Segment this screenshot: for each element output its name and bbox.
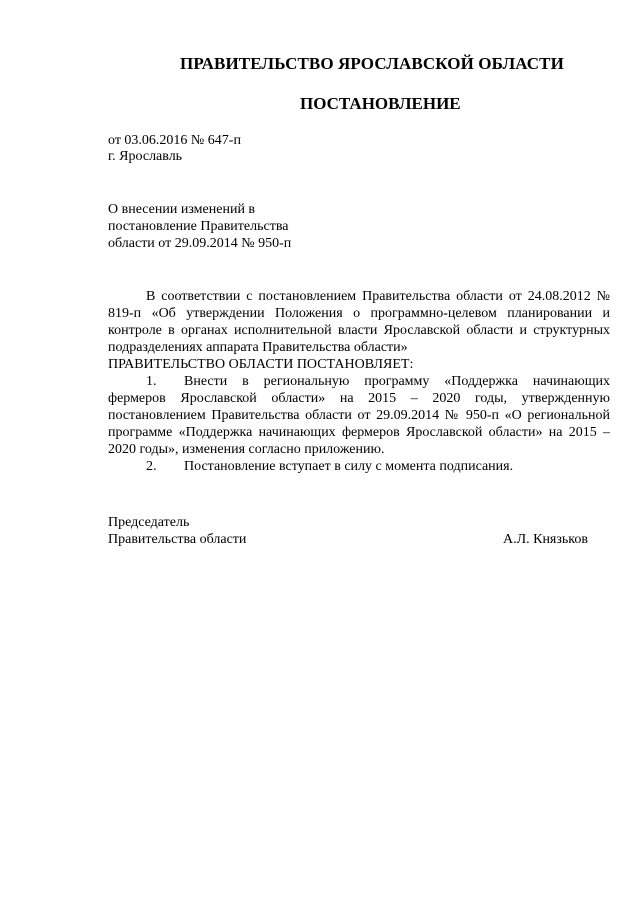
document-meta [108, 133, 241, 165]
item-text: фермеров Ярославской области» на 2015 – 2020 годы, утвержденную постановлением Правительства области от 29.09.2014 № 950-п «О региональной программе «Поддержка начинающих фермеров Ярославской области» на 2015 – 2020 годы», изменения согласно приложению. [108, 391, 610, 457]
document-date-number: от 03.06.2016 № 647-п [108, 133, 241, 148]
subject-line: О внесении изменений в [108, 202, 256, 217]
signatory-title-line: Председатель [108, 515, 190, 530]
item-number: 2. [146, 459, 157, 474]
item-first-line: Внести в региональную программу «Поддержка начинающих [184, 374, 610, 389]
list-item [108, 373, 610, 458]
signatory-title-line: Правительства области [108, 532, 247, 547]
item-number: 1. [146, 374, 157, 389]
document-subject [108, 201, 291, 252]
document-body [108, 288, 610, 475]
preamble-paragraph: В соответствии с постановлением Правительства области от 24.08.2012 № 819-п «Об утверждении Положения о программно-целевом планировании и контроле в органах исполнительной власти Ярославской области и структурных подразделениях аппарата Правительства области» [108, 289, 610, 355]
subject-line: постановление Правительства [108, 219, 289, 234]
subject-line: области от 29.09.2014 № 950-п [108, 236, 292, 251]
resolves-line: ПРАВИТЕЛЬСТВО ОБЛАСТИ ПОСТАНОВЛЯЕТ: [108, 357, 414, 372]
list-item [108, 458, 610, 475]
organization-title: ПРАВИТЕЛЬСТВО ЯРОСЛАВСКОЙ ОБЛАСТИ [180, 54, 564, 73]
document-type-title: ПОСТАНОВЛЕНИЕ [300, 94, 461, 113]
signatory-name: А.Л. Князьков [503, 532, 588, 547]
document-city: г. Ярославль [108, 149, 183, 164]
item-first-line: Постановление вступает в силу с момента подписания. [184, 459, 514, 474]
signature-block [108, 514, 588, 548]
